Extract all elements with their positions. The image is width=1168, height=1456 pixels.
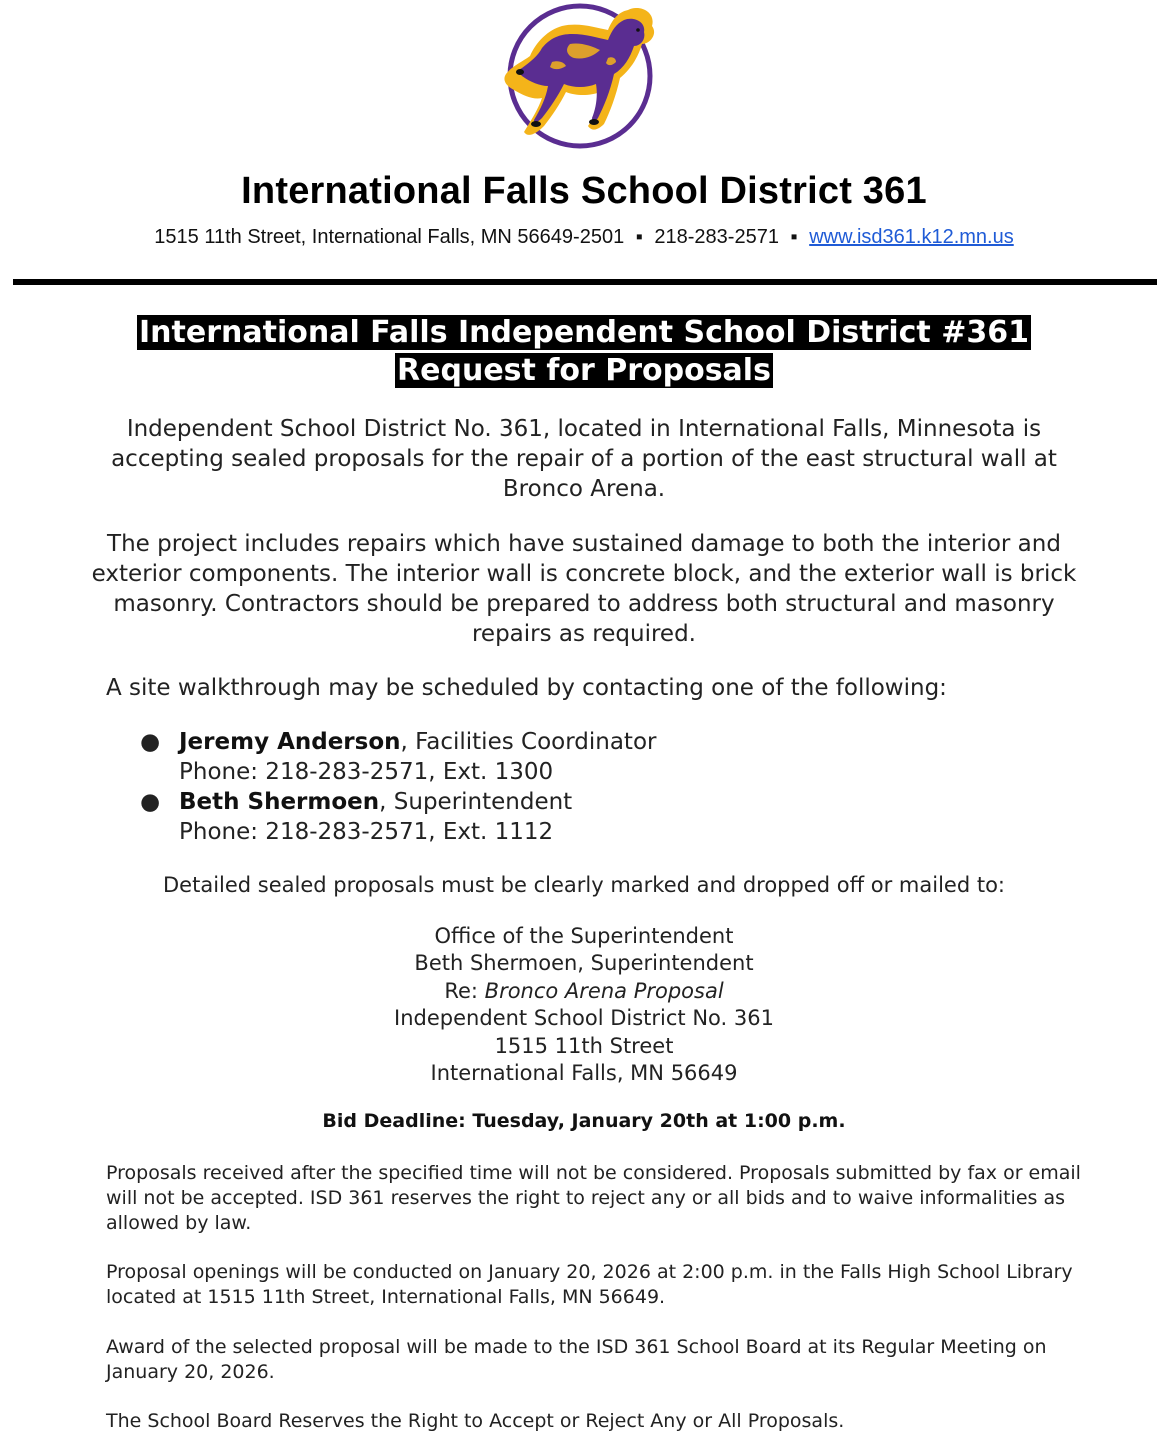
contact-role: , Facilities Coordinator [400,729,657,755]
intro-paragraph: Independent School District No. 361, located in International Falls, Minnesota is accepting sealed proposals for the repair of a portion of the east structural wall at Bronco Arena. [111,416,1057,502]
separator-icon: ▪ [635,226,643,248]
contact-phone: Phone: 218-283-2571, Ext. 1112 [179,819,554,845]
contact-name: Beth Shermoen [179,789,380,815]
bullet-icon: ● [140,789,161,815]
award-paragraph: Award of the selected proposal will be made to the ISD 361 School Board at its Regular Meeting on January 20, 2026. [106,1336,1047,1383]
district-name: International Falls School District 361 [241,170,927,212]
contact-line [0,226,1168,249]
address-street: 1515 11th Street [494,1033,674,1058]
opening-paragraph: Proposal openings will be conducted on January 20, 2026 at 2:00 p.m. in the Falls High School Library located at 1515 11th Street, International Falls, MN 56649. [106,1261,1073,1308]
bid-deadline: Bid Deadline: Tuesday, January 20th at 1:00 p.m. [322,1110,846,1132]
list-item [140,787,656,847]
submission-instructions: Detailed sealed proposals must be clearly marked and dropped off or mailed to: [163,873,1005,897]
address-district: Independent School District No. 361 [394,1006,774,1031]
bullet-icon: ● [140,729,161,755]
separator-icon: ▪ [790,226,798,248]
contact-role: , Superintendent [379,789,573,815]
late-proposals-paragraph: Proposals received after the specified time will not be considered. Proposals submitted by fax or email will not be accepted. ISD 361 reserves the right to reject any or all bids and to waive informalities as allowed by law. [106,1162,1081,1234]
address-office: Office of the Superintendent [434,924,734,948]
district-website-link[interactable]: www.isd361.k12.mn.us [809,226,1014,248]
bronco-logo-icon [500,0,660,156]
mailing-address [0,923,1168,1087]
project-paragraph: The project includes repairs which have sustained damage to both the interior and exterior components. The interior wall is concrete block, and the exterior wall is brick masonry. Contractors should be prepared to address both structural and masonry repairs as required. [91,531,1077,647]
re-value: Bronco Arena Proposal [484,978,724,1003]
re-label: Re: [444,978,485,1003]
contact-name: Jeremy Anderson [179,729,401,755]
rfp-title [0,314,1168,390]
reserve-right-paragraph: The School Board Reserves the Right to Accept or Reject Any or All Proposals. [106,1410,845,1432]
address-attn: Beth Shermoen, Superintendent [414,951,754,976]
rfp-title-line2: Request for Proposals [397,353,771,388]
district-phone: 218-283-2571 [654,226,779,248]
header-divider [13,279,1157,285]
rfp-title-line1: International Falls Independent School District #361 [139,315,1029,350]
walkthrough-paragraph: A site walkthrough may be scheduled by contacting one of the following: [106,675,947,701]
address-re [0,978,1168,1005]
contact-list [140,727,656,847]
contact-phone: Phone: 218-283-2571, Ext. 1300 [179,759,554,785]
district-address: 1515 11th Street, International Falls, MN 56649-2501 [154,226,625,248]
address-city: International Falls, MN 56649 [430,1061,738,1086]
list-item [140,727,656,787]
